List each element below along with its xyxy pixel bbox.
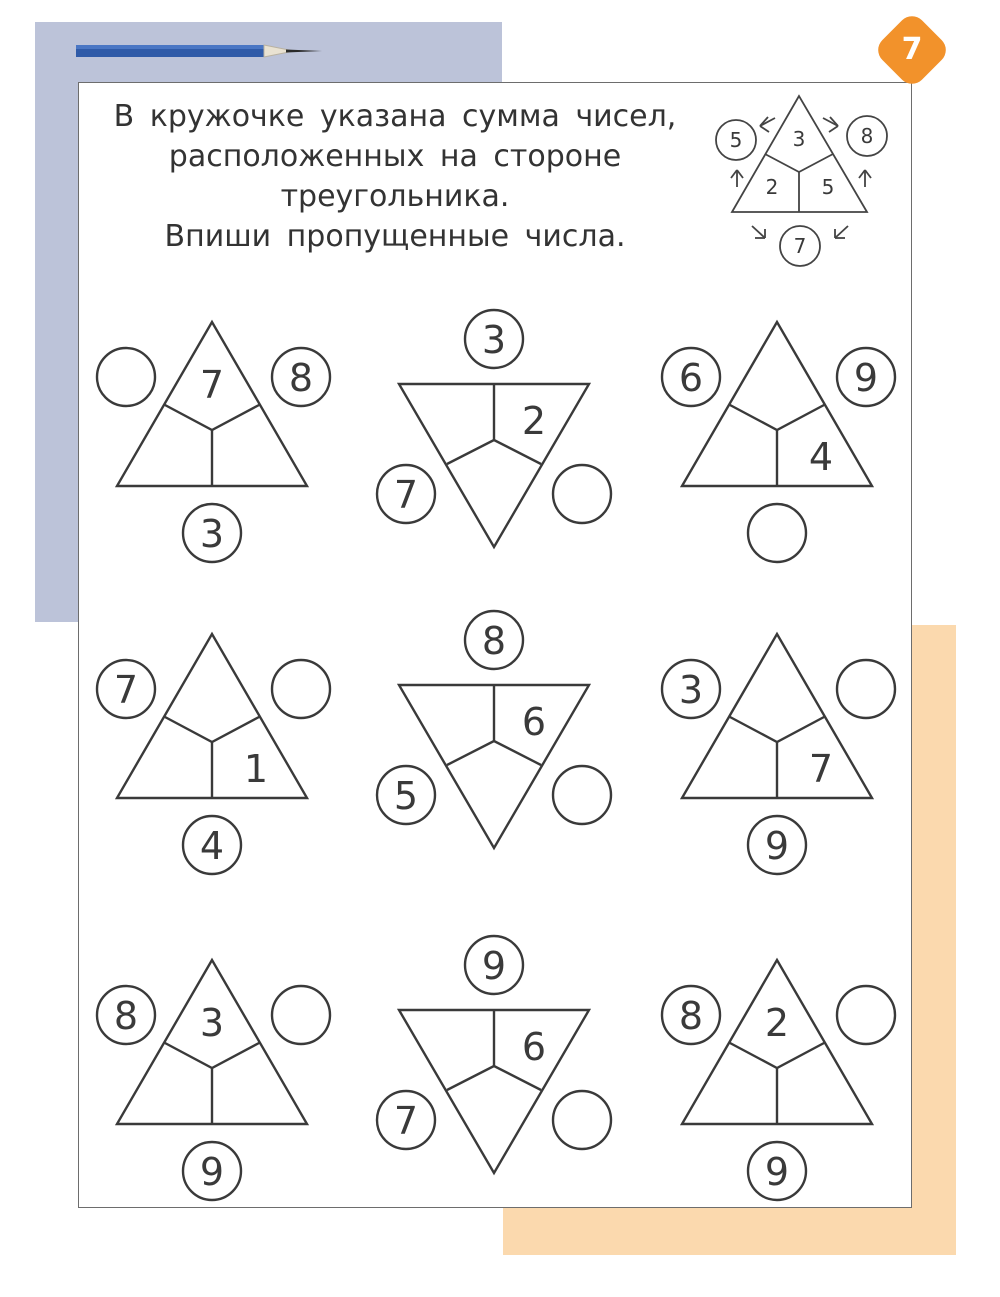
example-sum-left: 5 — [729, 128, 743, 152]
sum-right-circle[interactable] — [272, 660, 330, 718]
sum-top-circle-value: 8 — [481, 619, 507, 663]
sum-left-circle[interactable] — [97, 348, 155, 406]
sum-right-circle[interactable] — [553, 1091, 611, 1149]
sum-left-circle-value: 8 — [113, 994, 139, 1038]
puzzle-9 — [662, 960, 895, 1200]
example-cell-right: 5 — [821, 175, 835, 199]
cell-top-right: 2 — [521, 399, 547, 443]
sum-bottom-circle-value: 4 — [199, 824, 225, 868]
sum-right-circle[interactable] — [553, 766, 611, 824]
instructions-line: В кружочке указана сумма чисел, — [113, 99, 677, 134]
puzzle-5 — [377, 611, 611, 848]
cell-top: 3 — [199, 1001, 225, 1045]
triangle-divider — [165, 717, 259, 742]
cell-top: 2 — [764, 1001, 790, 1045]
sum-right-circle-value: 9 — [853, 356, 879, 400]
sum-left-circle-value: 7 — [393, 473, 419, 517]
puzzle-2 — [377, 310, 611, 547]
cell-right: 4 — [808, 435, 834, 479]
sum-bottom-circle-value: 9 — [199, 1150, 225, 1194]
triangle-divider — [730, 717, 824, 742]
sum-left-circle-value: 7 — [113, 668, 139, 712]
puzzle-7 — [97, 960, 330, 1200]
sum-top-circle-value: 3 — [481, 318, 507, 362]
example-cell-top: 3 — [792, 127, 806, 151]
puzzle-8 — [377, 936, 611, 1173]
cell-right: 7 — [808, 747, 834, 791]
sum-right-circle-value: 8 — [288, 356, 314, 400]
instructions-line: треугольника. — [280, 179, 510, 214]
cell-top-right: 6 — [521, 700, 547, 744]
puzzle-6 — [662, 634, 895, 874]
sum-right-circle[interactable] — [553, 465, 611, 523]
sum-bottom-circle-value: 9 — [764, 824, 790, 868]
example-sum-bottom: 7 — [793, 234, 807, 258]
triangle-divider — [447, 1066, 541, 1090]
sum-left-circle-value: 5 — [393, 774, 419, 818]
cell-right: 1 — [243, 747, 269, 791]
triangle-divider — [165, 1043, 259, 1068]
sum-top-circle-value: 9 — [481, 944, 507, 988]
example-cell-left: 2 — [765, 175, 779, 199]
instructions-line: расположенных на стороне — [168, 139, 622, 174]
sum-right-circle[interactable] — [837, 986, 895, 1044]
triangle-divider — [165, 405, 259, 430]
triangle-divider — [730, 1043, 824, 1068]
sum-left-circle-value: 7 — [393, 1099, 419, 1143]
puzzle-4 — [97, 634, 330, 874]
puzzle-1 — [97, 322, 330, 562]
sum-left-circle-value: 6 — [678, 356, 704, 400]
sum-left-circle-value: 3 — [678, 668, 704, 712]
sum-bottom-circle-value: 9 — [764, 1150, 790, 1194]
puzzle-3 — [662, 322, 895, 562]
example-sum-right: 8 — [860, 124, 874, 148]
sum-left-circle-value: 8 — [678, 994, 704, 1038]
cell-top-right: 6 — [521, 1025, 547, 1069]
cell-top: 7 — [199, 363, 225, 407]
sum-bottom-circle[interactable] — [748, 504, 806, 562]
sum-right-circle[interactable] — [272, 986, 330, 1044]
triangle-divider — [447, 440, 541, 464]
sum-bottom-circle-value: 3 — [199, 512, 225, 556]
page-number: 7 — [901, 32, 923, 67]
instructions-line: Впиши пропущенные числа. — [164, 219, 626, 254]
sum-right-circle[interactable] — [837, 660, 895, 718]
triangle-divider — [447, 741, 541, 765]
triangle-divider — [730, 405, 824, 430]
